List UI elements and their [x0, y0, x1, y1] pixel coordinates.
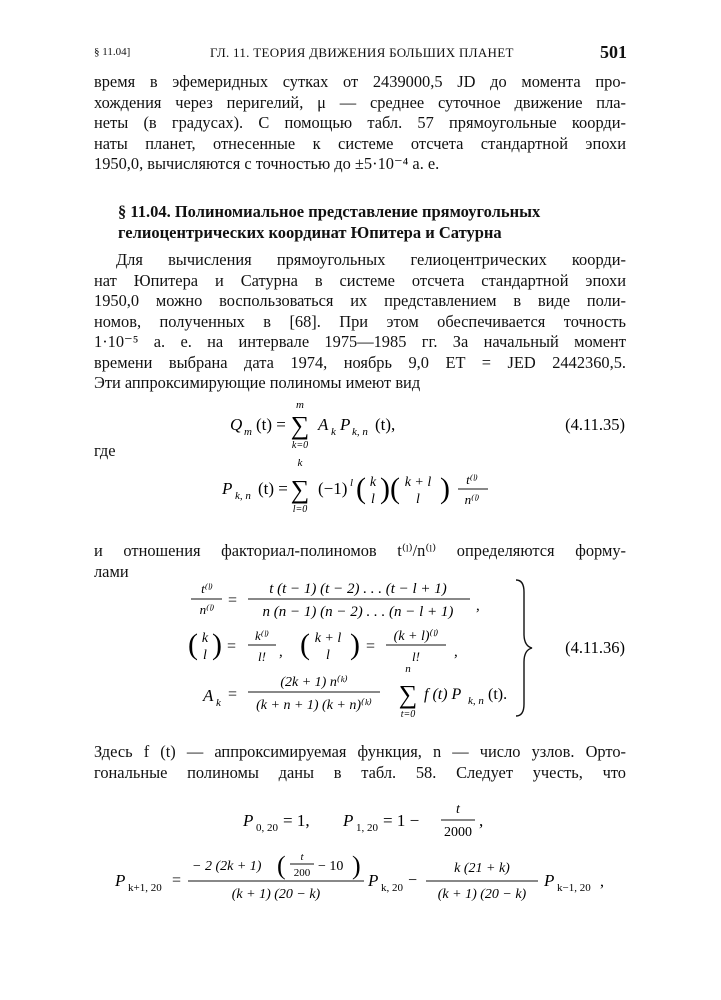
- eq35-arg: (t) =: [256, 415, 286, 434]
- eq36-r2-b1-bot: l: [203, 648, 207, 663]
- heading-line: § 11.04. Полиномиальное представление прямоугольных: [118, 202, 541, 221]
- paren-right: ): [352, 851, 361, 880]
- binom-right-paren: ): [440, 472, 450, 505]
- pkn-frac-den: n⁽ˡ⁾: [464, 492, 480, 507]
- text-line: гональные полиномы даны в табл. 58. Следует учесть, что: [94, 762, 626, 782]
- binom-left-paren: (: [356, 472, 366, 505]
- eq35-number: (4.11.35): [565, 415, 625, 434]
- text-line: хождения через перигелий, μ — среднее суточное движение пла-: [94, 92, 626, 112]
- eq35-sum-lower: k=0: [291, 440, 309, 450]
- text-line: 1·10⁻⁵ а. е. на интервале 1975—1985 гг. За начальный момент: [94, 332, 626, 351]
- pkn-frac-num: t⁽ˡ⁾: [466, 472, 478, 487]
- text-line: Здесь f (t) — аппроксимируемая функция, n — число узлов. Орто-: [94, 742, 626, 761]
- pkn-sum-lower: l=0: [292, 504, 308, 515]
- text-line: лами: [94, 561, 129, 581]
- text-line: неты (в градусах). С помощью табл. 57 прямоугольные коорди-: [94, 113, 626, 132]
- text-line: и отношения факториал-полиномов t⁽ˡ⁾/n⁽ˡ⁾ определяются форму-: [94, 541, 626, 560]
- eq36-r1-lhs-num: t⁽ˡ⁾: [201, 581, 213, 596]
- eq36-r2-b1-top: k: [201, 631, 209, 646]
- text-line: нат Юпитера и Сатурна в системе отсчета стандартной эпохи: [94, 270, 626, 290]
- eq35-lhs-sub: m: [244, 426, 252, 438]
- text-line: времени выбрана дата 1974, ноябрь 9,0 ET = JED 2442360,5.: [94, 352, 626, 372]
- pkn-sign-exp: l: [350, 477, 354, 489]
- equals-sign: =: [227, 638, 237, 655]
- eq36-r3-lhs: A: [203, 686, 214, 705]
- text-line: 1950,0 можно воспользоваться их представлением в виде поли-: [94, 291, 626, 310]
- comma: ,: [454, 644, 458, 660]
- binom-right-paren: ): [350, 628, 360, 661]
- eq36-r1-lhs-den: n⁽ˡ⁾: [199, 602, 215, 617]
- sum-symbol: ∑: [290, 475, 310, 504]
- pkn-lhs-sub: k, n: [235, 490, 251, 502]
- eq35-term-sub: k: [331, 426, 336, 438]
- header-section: § 11.04]: [94, 46, 131, 58]
- page-number: 501: [600, 42, 627, 62]
- eq36-r3-term-arg: (t).: [488, 686, 508, 703]
- rec-mid-sub: k, 20: [381, 882, 403, 894]
- pkn-binom1-top: k: [369, 475, 377, 490]
- pkn-lhs: P: [222, 479, 233, 498]
- p0-val: = 1,: [283, 811, 310, 830]
- paren-left: (: [277, 851, 286, 880]
- conclusion-paragraph: [94, 742, 626, 783]
- binom-right-paren: ): [212, 628, 222, 661]
- eq35-term-arg: (t),: [375, 415, 396, 434]
- rec-f2-den: (k + 1) (20 − k): [437, 887, 527, 902]
- rec-end-comma: ,: [600, 873, 604, 890]
- rec-end: P: [544, 871, 555, 890]
- binom-left-paren: (: [188, 628, 198, 661]
- text-line: наты планет, отнесенные к системе отсчета стандартной эпохи: [94, 133, 626, 153]
- equation-p0-p1: [0, 796, 721, 846]
- eq35-term-p: P: [340, 415, 351, 434]
- p0-symbol: P: [243, 811, 254, 830]
- equals-sign: =: [228, 592, 238, 609]
- eq36-r2-b2-top: k + l: [314, 631, 342, 646]
- p1-end: ,: [479, 811, 484, 830]
- eq35-term: A: [318, 415, 329, 434]
- body-paragraph: [94, 250, 626, 394]
- rec-lhs: P: [115, 871, 126, 890]
- pkn-binom2-top: k + l: [404, 475, 432, 490]
- p1-symbol: P: [343, 811, 354, 830]
- text-line: 1950,0, вычисляются с точностью до ±5·10⁻⁴ а. е.: [94, 154, 440, 173]
- eq36-r3-den: (k + n + 1) (k + n)⁽ᵏ⁾: [256, 698, 372, 713]
- p1-sub: 1, 20: [356, 822, 378, 834]
- text-line: Для вычисления прямоугольных гелиоцентрических коорди-: [116, 250, 626, 269]
- section-heading: [118, 201, 618, 243]
- eq36-r3-sum-upper: n: [405, 663, 411, 675]
- eq35-lhs: Q: [230, 415, 243, 434]
- eq36-r3-term: f (t) P: [424, 686, 462, 703]
- rec-lhs-sub: k+1, 20: [128, 882, 162, 894]
- equation-recurrence: [0, 848, 721, 908]
- pkn-sign: (−1): [318, 479, 348, 498]
- running-header: [94, 42, 627, 64]
- rec-end-sub: k−1, 20: [557, 882, 591, 894]
- rec-inner-num: t: [300, 851, 304, 863]
- eq36-r1-num: t (t − 1) (t − 2) . . . (t − l + 1): [269, 581, 447, 597]
- text-line: Эти аппроксимирующие полиномы имеют вид: [94, 373, 421, 392]
- pkn-binom2-bot: l: [416, 492, 420, 507]
- p1-num: t: [456, 802, 460, 817]
- binom-left-paren: (: [300, 628, 310, 661]
- sum-symbol: ∑: [290, 411, 310, 440]
- rec-inner-rest: − 10: [318, 859, 344, 874]
- eq36-r2-f1-den: l!: [258, 649, 266, 664]
- rec-f1-num-a: − 2 (2k + 1): [192, 859, 262, 874]
- rec-eq: =: [172, 872, 182, 889]
- where-label: где: [94, 441, 116, 460]
- right-brace: [516, 580, 532, 716]
- rec-inner-den: 200: [293, 867, 311, 879]
- equals-sign: =: [366, 638, 376, 655]
- rec-minus: −: [408, 872, 418, 889]
- sum-symbol: ∑: [398, 680, 418, 709]
- rec-f2-num: k (21 + k): [454, 861, 510, 876]
- p1-den: 2000: [444, 825, 472, 840]
- equation-4-11-36: [0, 572, 721, 732]
- p0-sub: 0, 20: [256, 822, 278, 834]
- intro-paragraph: [94, 72, 626, 175]
- eq36-r1-den: n (n − 1) (n − 2) . . . (n − l + 1): [262, 604, 454, 620]
- eq36-r1-end: ,: [476, 598, 480, 614]
- eq36-r2-f2-num: (k + l)⁽ˡ⁾: [393, 629, 439, 644]
- pkn-arg: (t) =: [258, 479, 288, 498]
- text-line: номов, полученных в [68]. При этом обеспечивается точность: [94, 311, 626, 331]
- eq36-r2-b2-bot: l: [326, 648, 330, 663]
- binom-right-paren: ): [380, 472, 390, 505]
- header-chapter-title: ГЛ. 11. ТЕОРИЯ ДВИЖЕНИЯ БОЛЬШИХ ПЛАНЕТ: [210, 45, 514, 60]
- equals-sign: =: [228, 686, 238, 703]
- heading-line: гелиоцентрических координат Юпитера и Сатурна: [118, 223, 502, 242]
- eq36-r2-f1-num: k⁽ˡ⁾: [255, 628, 269, 643]
- pkn-sum-upper: k: [297, 457, 303, 469]
- eq36-number: (4.11.36): [565, 638, 625, 657]
- eq36-r3-lhs-sub: k: [216, 697, 221, 709]
- text-line: время в эфемеридных сутках от 2439000,5 JD до момента про-: [94, 72, 626, 91]
- equation-pkn: [0, 450, 721, 520]
- comma: ,: [279, 644, 283, 660]
- p1-val: = 1 −: [383, 811, 420, 830]
- eq36-r3-num: (2k + 1) n⁽ᵏ⁾: [280, 675, 348, 690]
- binom-left-paren: (: [390, 472, 400, 505]
- eq35-sum-upper: m: [296, 399, 304, 411]
- eq36-r2-f2-den: l!: [412, 649, 420, 664]
- pkn-binom1-bot: l: [371, 492, 375, 507]
- eq36-r3-term-sub: k, n: [468, 695, 484, 707]
- rec-mid: P: [368, 871, 379, 890]
- eq36-r3-sum-lower: t=0: [400, 709, 416, 720]
- eq35-term-p-sub: k, n: [352, 426, 368, 438]
- rec-f1-den: (k + 1) (20 − k): [231, 887, 321, 902]
